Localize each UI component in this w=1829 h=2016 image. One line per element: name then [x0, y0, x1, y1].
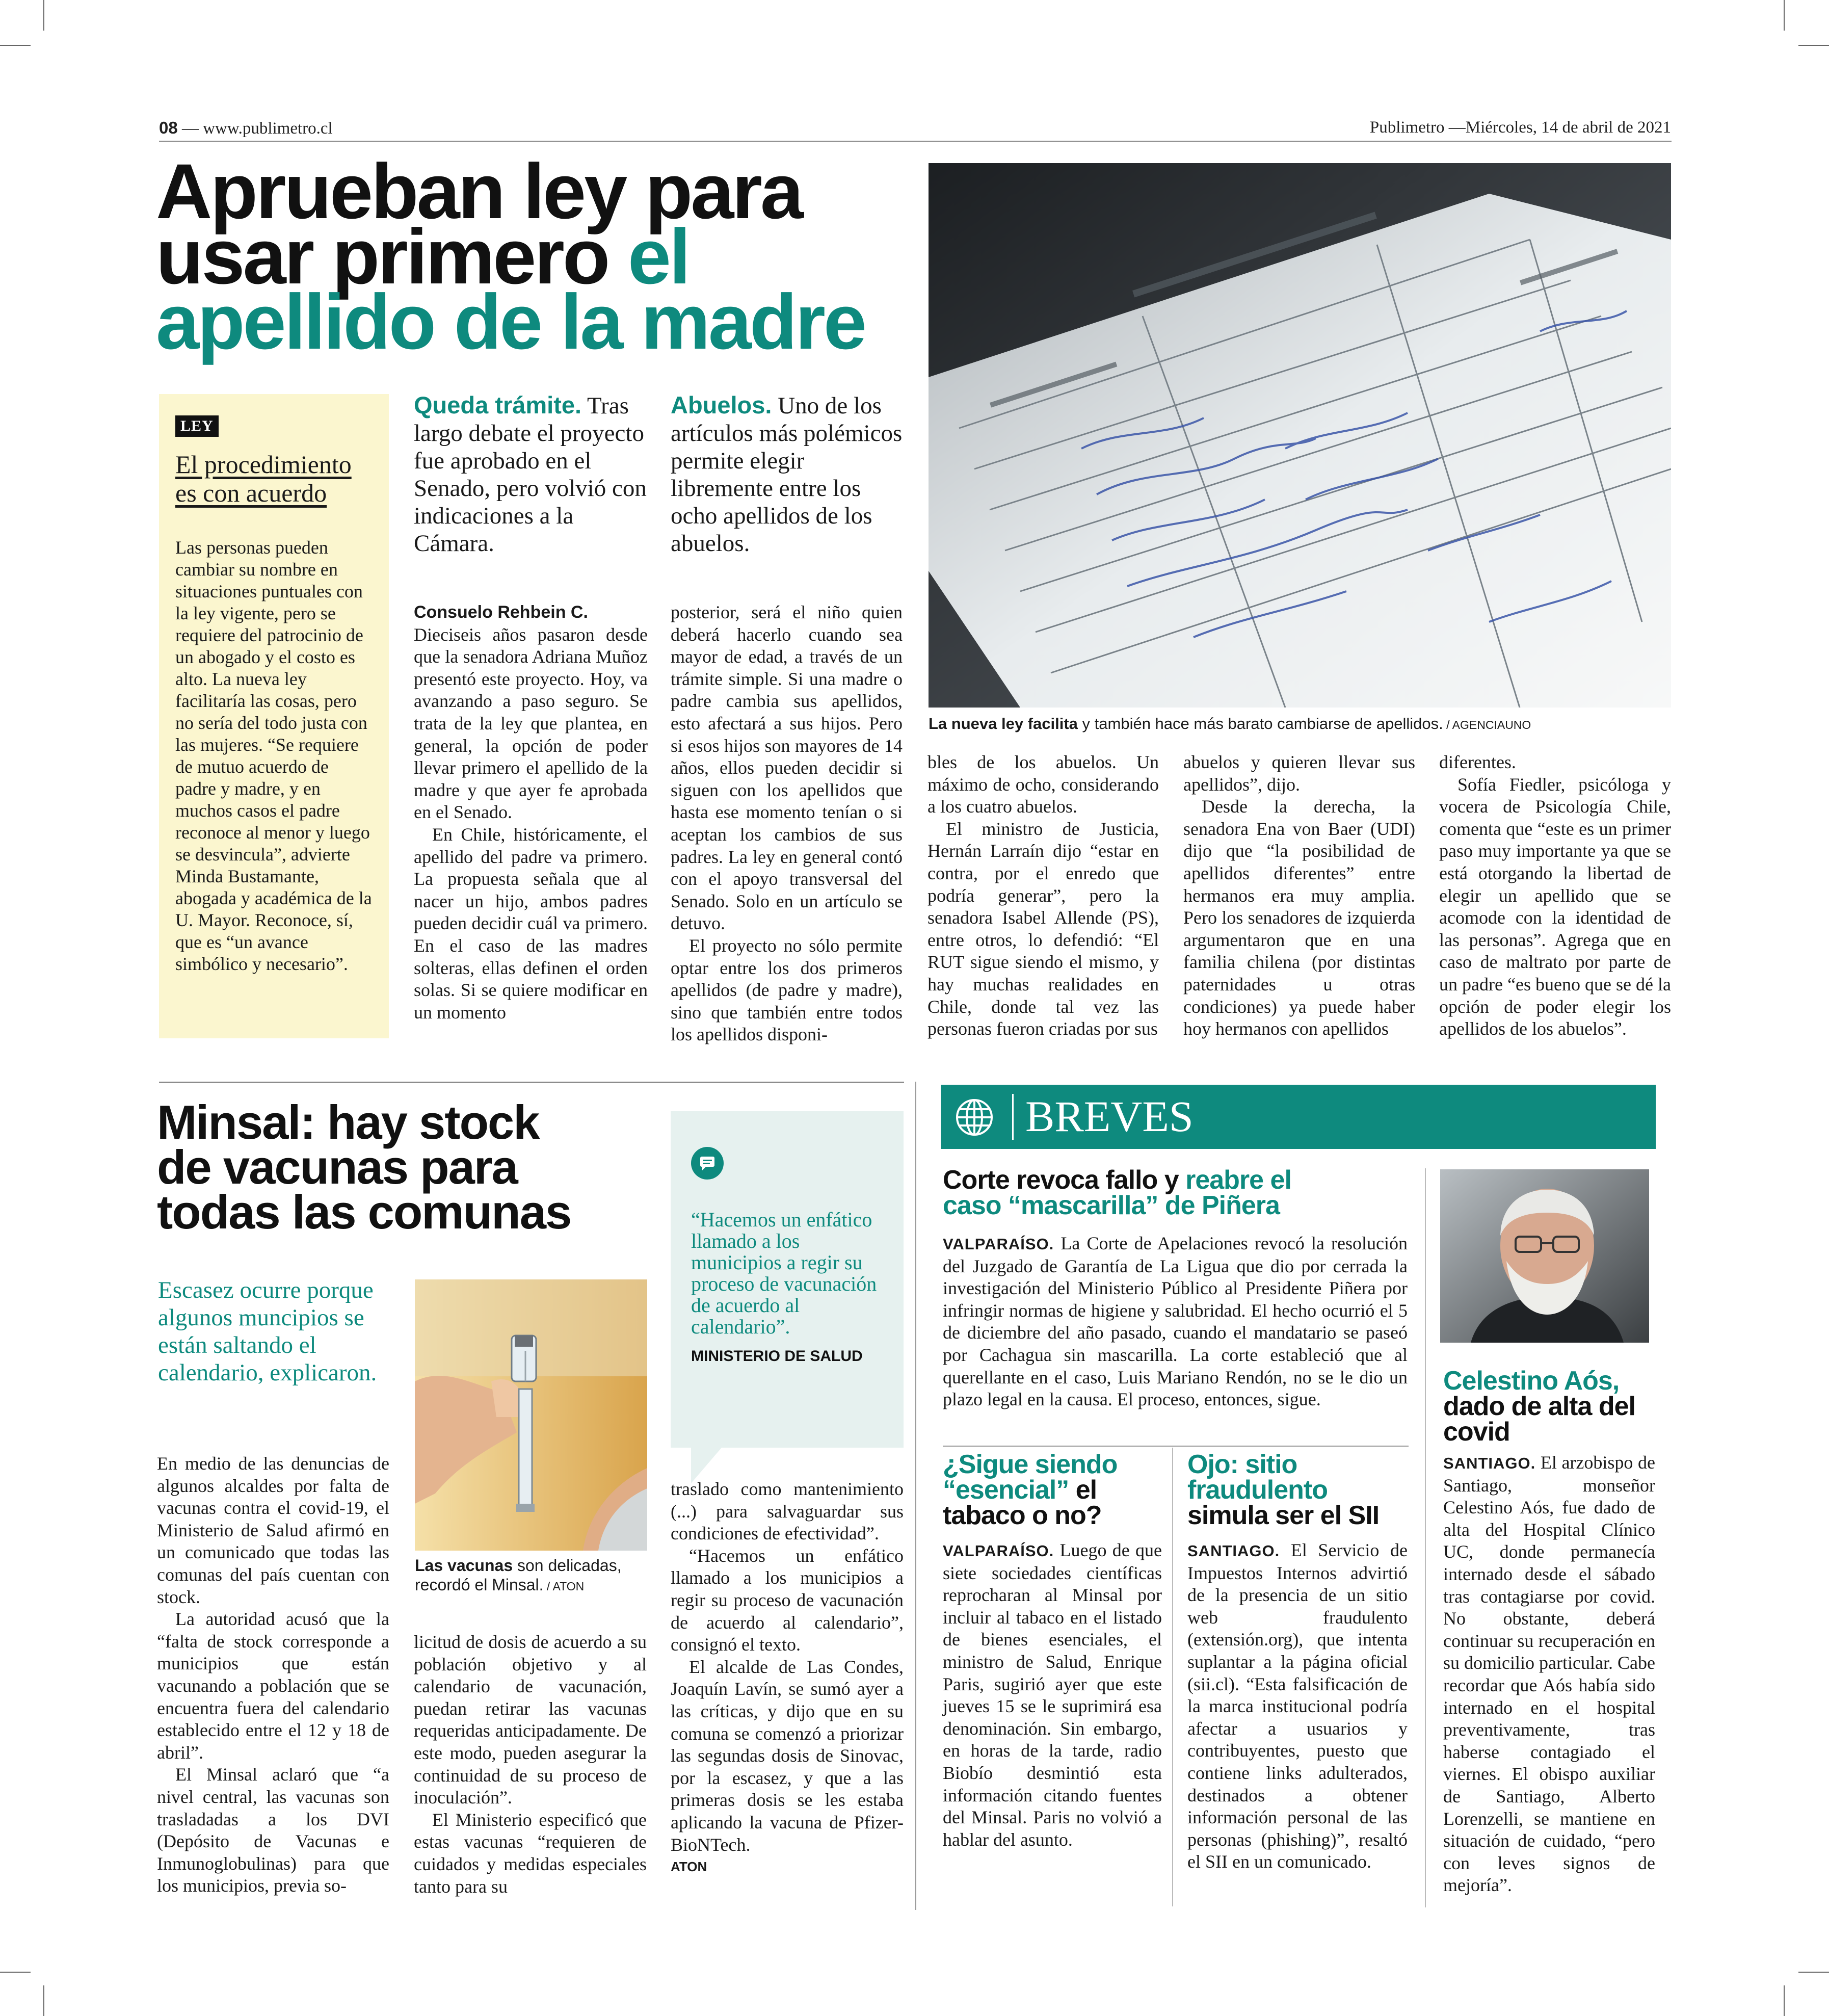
headline-part: simula ser el SII — [1187, 1501, 1380, 1530]
banner-divider — [1012, 1094, 1014, 1140]
paragraph: En Chile, históricamente, el apellido del padre va primero. La propuesta señala que al nacer un hijo, ambos padres pueden decidir cuál va primero. En el caso de las madres solteras, ellas definen el orden solas. Si se quiere modificar en un momento — [414, 824, 648, 1023]
brief-divider — [943, 1446, 1409, 1447]
paragraph: La autoridad acusó que la “falta de stock corresponde a municipios que están vacunando a población que se encuentra fuera del calendario establecido entre el 12 y 18 de abril”. — [157, 1609, 389, 1763]
story1-headline-line1: Aprueban ley para — [156, 148, 802, 235]
speech-bubble-icon — [691, 1147, 724, 1180]
paragraph: El Ministerio especificó que estas vacunas “requieren de cuidados y medidas especiales tanto para su — [414, 1809, 647, 1897]
sidebar-text: Las personas pueden cambiar su nombre en situaciones puntuales con la ley vigente, pero se requiere del patrocinio de un abogado y el costo es alto. La nueva ley facilitaría las cosas, pero no sería del todo justa con las mujeres. “Se requiere de mutuo acuerdo de padre y madre, y en muchos casos el padre reconoce al menor y luego se desvincula”, advierte Minda Bustamante, abogada y académica de la U. Mayor. Reconoce, sí, que es “un avance simbólico y necesario”. — [175, 537, 372, 974]
dateline: VALPARAÍSO. — [943, 1542, 1054, 1560]
headline-part-accent: el — [627, 213, 689, 300]
brief3-text — [1187, 1539, 1408, 1873]
headline-part-accent: caso “mascarilla” de Piñera — [943, 1191, 1280, 1220]
story2-photo — [415, 1279, 647, 1551]
lede-bold: Queda trámite. — [414, 391, 582, 418]
story2-headline-line1: Minsal: hay stock — [157, 1095, 539, 1149]
paragraph — [1187, 1539, 1408, 1873]
dateline: VALPARAÍSO. — [943, 1235, 1054, 1253]
story1-sidebar — [159, 394, 389, 1038]
lede-text: Tras largo debate el proyecto fue aprobado en el Senado, pero volvió con indicaciones a la Cámara. — [414, 392, 647, 557]
headline-part: dado de alta del covid — [1443, 1392, 1635, 1447]
paragraph: bles de los abuelos. Un máximo de ocho, considerando a los cuatro abuelos. — [927, 752, 1159, 817]
quote-source: MINISTERIO DE SALUD — [691, 1348, 863, 1365]
paragraph — [943, 1233, 1408, 1411]
story2-column-2 — [414, 1631, 647, 1898]
folio-right: Publimetro —Miércoles, 14 de abril de 2021 — [1369, 118, 1671, 137]
lede-bold: Abuelos. — [671, 391, 772, 418]
crop-mark — [1784, 1985, 1785, 2016]
headline-part-accent: Celestino Aós, — [1443, 1366, 1620, 1396]
paragraph: abuelos y quieren llevar sus apellidos”, dijo. — [1183, 752, 1415, 795]
paragraph: “Hacemos un enfático llamado a los municipios a regir su proceso de vacunación de acuerdo al calendario”, consignó el texto. — [671, 1545, 904, 1655]
paragraph — [943, 1539, 1162, 1851]
dateline: SANTIAGO. — [1187, 1542, 1280, 1560]
site-url: — www.publimetro.cl — [181, 119, 333, 138]
quote-box — [671, 1111, 904, 1448]
headline-part-accent: reabre el — [1185, 1165, 1291, 1195]
brief4-headline — [1443, 1368, 1657, 1445]
folio-rule — [159, 141, 1672, 142]
folio-left — [159, 118, 333, 138]
breves-title: BREVES — [1025, 1092, 1194, 1141]
paragraph: posterior, será el niño quien deberá hacerlo cuando sea mayor de edad, a través de un trámite simple. Si una madre o padre cambia sus apellidos, esto afectará a sus hijos. Pero si esos hijos son mayores de 14 años, ellos pueden decidir si siguen con los apellidos que hasta ese momento tenían o si aceptan los cambios de sus padres. La ley en general contó con el apoyo transversal del Senado. Solo en un artículo se detuvo. — [671, 602, 903, 934]
paragraph: traslado como mantenimiento (...) para salvaguardar sus condiciones de efectividad”. — [671, 1479, 904, 1544]
byline: Consuelo Rehbein C. — [414, 603, 588, 622]
story2-deck: Escasez ocurre porque algunos muncipios se están saltando el calendario, explicaron. — [158, 1277, 377, 1386]
story2-column-3 — [671, 1478, 904, 1878]
story2-photo-caption — [415, 1556, 649, 1596]
story2-headline-line2: de vacunas para — [157, 1140, 517, 1194]
caption-text: y también hace más barato cambiarse de apellidos. — [1077, 715, 1443, 732]
headline-part-accent: “esencial” — [943, 1475, 1069, 1505]
paragraph: diferentes. — [1439, 752, 1516, 772]
caption-text: son delicadas, recordó el Minsal. — [415, 1556, 622, 1594]
story2-headline-line3: todas las comunas — [157, 1185, 571, 1239]
story1-photo-caption — [929, 715, 1673, 733]
story1-headline — [156, 148, 920, 365]
paragraph: Desde la derecha, la senadora Ena von Baer (UDI) dijo que “la posibilidad de apellidos diferentes” entre hermanos era muy amplia. Pero los senadores de izquierda argumentaron que en una familia chilena (por distintas paternidades u otras condiciones) ya puede haber hoy hermanos con apellidos — [1183, 796, 1415, 1039]
brief1-headline — [943, 1167, 1422, 1218]
globe-icon — [954, 1097, 995, 1138]
crop-mark — [0, 45, 31, 46]
headline-part: el tabaco o no? — [943, 1475, 1102, 1530]
paragraph: El alcalde de Las Condes, Joaquín Lavín, se sumó ayer a las críticas, y dijo que en su comuna se comenzó a priorizar las segundas dosis de Sinovac, por la escasez, y que a las primeras dosis se les estaba aplicando la vacuna de Pfizer-BioNTech. — [671, 1656, 904, 1855]
lede-text: Uno de los artículos más polémicos permite elegir libremente entre los ocho apellidos de los abuelos. — [671, 392, 903, 557]
brief-body: Luego de que siete sociedades científicas reprocharan al Minsal por incluir al tabaco en el listado de bienes esenciales, el ministro de Salud, Enrique Paris, sugirió ayer que este jueves 15 se le suprimirá esa denominación. Sin embargo, en horas de la tarde, radio Biobío desmintió esta información citando fuentes del Minsal. Paris no volvió a hablar del asunto. — [943, 1540, 1162, 1850]
breves-banner — [941, 1085, 1656, 1149]
headline-part-accent: Ojo: sitio fraudulento — [1187, 1450, 1328, 1505]
brief3-headline — [1187, 1452, 1412, 1528]
sidebar-title: El procedimiento es con acuerdo — [175, 450, 352, 507]
column-divider — [915, 1082, 916, 1910]
sidebar-tag: LEY — [175, 415, 219, 437]
page-number: 08 — [159, 118, 178, 137]
brief-body: El Servicio de Impuestos Internos advirtió de la presencia de un sitio web fraudulento (extensión.org), que intenta suplantar a la página oficial (sii.cl). “Esta falsificación de la marca institucional podría afectar a usuarios y contribuyentes, puesto que contiene links adulterados, destinados a obtener información personal de las personas (phishing)”, resaltó el SII en un comunicado. — [1187, 1540, 1408, 1872]
portrait-image — [1440, 1169, 1649, 1343]
paragraph: En medio de las denuncias de algunos alcaldes por falta de vacunas contra el covid-19, el Ministerio de Salud afirmó en un comunicado que todas las comunas del país cuentan con stock. — [157, 1453, 389, 1607]
section-divider — [159, 1082, 904, 1083]
story1-column-1 — [414, 601, 648, 1024]
story2-headline — [157, 1095, 667, 1239]
story2-credit: ATON — [671, 1859, 707, 1875]
caption-bold: Las vacunas — [415, 1556, 513, 1575]
paragraph: licitud de dosis de acuerdo a su población objetivo y al calendario de vacunación, puedan retirar las vacunas requeridas anticipadamente. De este modo, pueden asegurar la continuidad de su proceso de inoculación”. — [414, 1632, 647, 1808]
vaccine-image — [415, 1279, 647, 1551]
story1-column-3 — [927, 751, 1159, 1040]
crop-mark — [0, 1972, 31, 1973]
paragraph: Sofía Fiedler, psicóloga y vocera de Psicología Chile, comenta que “este es un primer paso muy importante ya que se está otorgando la libertad de elegir un apellido que se acomode con la identidad de las personas”. Agrega que en caso de maltrato por parte de un padre “es bueno que se dé la opción de poder elegir los apellidos de los abuelos”. — [1439, 774, 1671, 1039]
crop-mark — [43, 0, 44, 31]
paragraph — [1443, 1452, 1655, 1897]
caption-credit: / AGENCIAUNO — [1443, 718, 1531, 731]
story2-column-1 — [157, 1453, 389, 1897]
paragraph: El ministro de Justicia, Hernán Larraín dijo “estar en contra, por el enredo que podría generar”, pero la senadora Isabel Allende (PS), entre otros, lo defendió: “El RUT sigue siendo el mismo, y hay muchas realidades en Chile, donde tal vez las personas fueron criadas por sus — [927, 818, 1159, 1039]
caption-credit: / ATON — [543, 1580, 585, 1593]
brief4-photo — [1440, 1169, 1649, 1343]
paragraph: El proyecto no sólo permite optar entre los dos primeros apellidos (de padre y madre), sino que también entre todos los apellidos disponi- — [671, 935, 903, 1045]
paragraph: El Minsal aclaró que “a nivel central, las vacunas son trasladadas a los DVI (Depósito de Vacunas e Inmunoglobulinas) para que los municipios, previa so- — [157, 1764, 389, 1896]
brief-column-divider — [1425, 1168, 1426, 1907]
crop-mark — [1798, 45, 1829, 46]
brief4-text — [1443, 1452, 1655, 1897]
registry-document-image — [929, 163, 1671, 708]
story1-column-2 — [671, 601, 903, 1046]
brief-body: El arzobispo de Santiago, monseñor Celestino Aós, fue dado de alta del Hospital Clínico UC, donde permanecía internado desde el sábado tras contagiarse por covid. No obstante, deberá continuar su recuperación en su domicilio particular. Cabe recordar que Aós había sido internado en el hospital preventivamente, tras haberse contagiado el viernes. El obispo auxiliar de Santiago, Alberto Lorenzelli, se mantiene en situación de cuidado, “pero con leves signos de mejoría”. — [1443, 1452, 1655, 1896]
caption-bold: La nueva ley facilita — [929, 715, 1078, 732]
story1-photo — [929, 163, 1671, 708]
story1-headline-line3: apellido de la madre — [156, 278, 865, 365]
crop-mark — [1784, 0, 1785, 31]
brief2-headline — [943, 1452, 1162, 1528]
brief2-text — [943, 1539, 1162, 1851]
brief-body: La Corte de Apelaciones revocó la resolución del Juzgado de Garantía de La Ligua que dio por cerrada la investigación del Ministerio Público al Presidente Piñera por infringir normas de higiene y salubridad. El hecho ocurrió el 5 de diciembre del año pasado, cuando el mandatario se paseó por Cachagua sin mascarilla. La corte estableció que al querellante en el caso, Luis Mariano Rendón, no se le dio un plazo legal en la causa. El proceso, entonces, sigue. — [943, 1233, 1408, 1410]
headline-part: usar primero — [156, 213, 628, 300]
crop-mark — [43, 1985, 44, 2016]
headline-part: Corte revoca fallo y — [943, 1165, 1186, 1195]
story1-lede-2 — [671, 391, 910, 557]
paragraph: Dieciseis años pasaron desde que la senadora Adriana Muñoz presentó este proyecto. Hoy, va avanzando a paso seguro. Se trata de la ley que plantea, en general, la opción de poder llevar primero el apellido de la madre y que ayer fe aprobada en el Senado. — [414, 624, 648, 823]
brief1-text — [943, 1233, 1408, 1411]
story1-lede-1 — [414, 391, 653, 557]
story1-column-5 — [1439, 751, 1671, 1040]
story1-column-4 — [1183, 751, 1415, 1040]
dateline: SANTIAGO. — [1443, 1454, 1536, 1472]
crop-mark — [1798, 1972, 1829, 1973]
headline-part-accent: ¿Sigue siendo — [943, 1450, 1118, 1479]
quote-text: “Hacemos un enfático llamado a los municipios a regir su proceso de vacunación de acuerdo al calendario”. — [691, 1208, 877, 1338]
brief-column-divider — [1172, 1448, 1173, 1906]
